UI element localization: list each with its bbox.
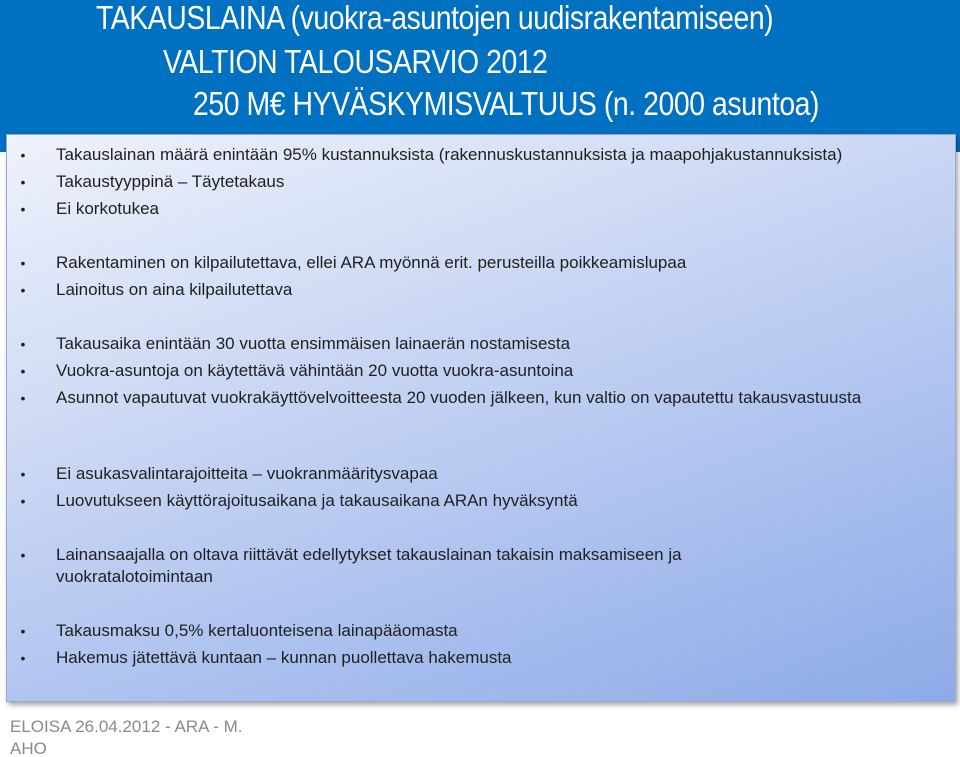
bullet-dot-icon: • bbox=[20, 336, 26, 352]
bullet-dot-icon: • bbox=[20, 255, 26, 271]
content-panel bbox=[6, 134, 956, 702]
footer-text: ELOISA 26.04.2012 - ARA - M. AHO bbox=[10, 717, 243, 757]
bullet-text: Takaustyyppinä – Täytetakaus bbox=[56, 172, 285, 191]
bullet-dot-icon: • bbox=[20, 493, 26, 509]
bullet-text: Lainansaajalla on oltava riittävät edellytykset takauslainan takaisin maksamiseen ja vuokratalotoimintaan bbox=[56, 545, 682, 586]
bullet-dot-icon: • bbox=[20, 547, 26, 563]
bullet-text: Luovutukseen käyttörajoitusaikana ja takausaikana ARAn hyväksyntä bbox=[56, 491, 578, 510]
bullet-text: Asunnot vapautuvat vuokrakäyttövelvoitteesta 20 vuoden jälkeen, kun valtio on vapautettu takausvastuusta bbox=[56, 388, 862, 407]
title-banner bbox=[0, 0, 960, 152]
bullet-dot-icon: • bbox=[20, 174, 26, 190]
bullet-text: Hakemus jätettävä kuntaan – kunnan puollettava hakemusta bbox=[56, 648, 512, 667]
title-line-3: 250 M€ HYVÄSKYMISVALTUUS (n. 2000 asuntoa) bbox=[193, 85, 820, 122]
bullet-dot-icon: • bbox=[20, 466, 26, 482]
bullet-text: Ei asukasvalintarajoitteita – vuokranmääritysvapaa bbox=[56, 464, 438, 483]
bullet-dot-icon: • bbox=[20, 147, 26, 163]
bullet-dot-icon: • bbox=[20, 623, 26, 639]
bullet-text: Ei korkotukea bbox=[56, 199, 159, 218]
bullet-dot-icon: • bbox=[20, 650, 26, 666]
bullet-text: Vuokra-asuntoja on käytettävä vähintään 20 vuotta vuokra-asuntoina bbox=[56, 361, 574, 380]
bullet-text: Takausmaksu 0,5% kertaluonteisena lainapääomasta bbox=[56, 621, 458, 640]
bullet-dot-icon: • bbox=[20, 390, 26, 406]
bullet-text: Takausaika enintään 30 vuotta ensimmäisen lainaerän nostamisesta bbox=[56, 334, 571, 353]
title-line-1: TAKAUSLAINA (vuokra-asuntojen uudisrakentamiseen) bbox=[96, 0, 774, 36]
bullet-dot-icon: • bbox=[20, 282, 26, 298]
title-line-2: VALTION TALOUSARVIO 2012 bbox=[163, 43, 548, 80]
bullet-dot-icon: • bbox=[20, 363, 26, 379]
bullet-text: Lainoitus on aina kilpailutettava bbox=[56, 280, 293, 299]
bullet-dot-icon: • bbox=[20, 201, 26, 217]
bullet-text: Takauslainan määrä enintään 95% kustannuksista (rakennuskustannuksista ja maapohjakustannuksista) bbox=[56, 145, 843, 164]
bullet-text: Rakentaminen on kilpailutettava, ellei ARA myönnä erit. perusteilla poikkeamislupaa bbox=[56, 253, 687, 272]
